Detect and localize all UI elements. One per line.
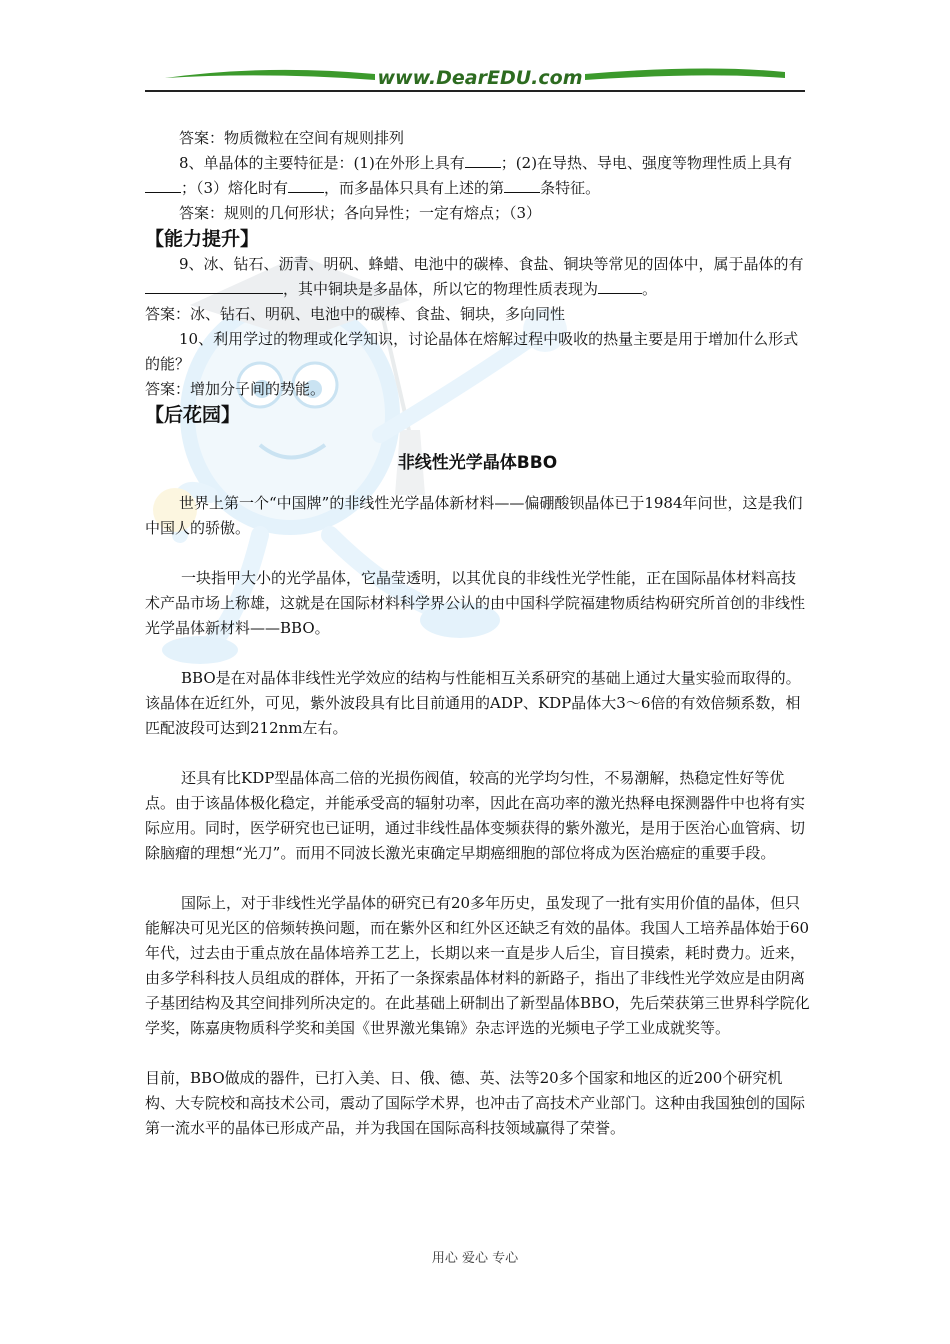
header-swoosh-right bbox=[585, 68, 785, 80]
blank bbox=[288, 177, 324, 193]
question-9: 9、冰、钻石、沥青、明矾、蜂蜡、电池中的碳棒、食盐、铜块等常见的固体中，属于晶体的有，其中铜块是多晶体，所以它的物理性质表现为 。 bbox=[145, 252, 810, 302]
blank bbox=[598, 278, 642, 294]
header-site-logo: www.DearEDU.com bbox=[377, 67, 583, 89]
answer-7: 答案：物质微粒在空间有规则排列 bbox=[179, 129, 405, 147]
document-body bbox=[145, 126, 810, 1141]
article-paragraph: 世界上第一个“中国牌”的非线性光学晶体新材料——偏硼酸钡晶体已于1984年问世，这是我们中国人的骄傲。 bbox=[145, 494, 803, 537]
article-paragraph: BBO是在对晶体非线性光学效应的结构与性能相互关系研究的基础上通过大量实验而取得的。该晶体在近红外，可见，紫外波段具有比目前通用的ADP、KDP晶体大3～6倍的有效倍频系数，相匹配波段可达到212nm左右。 bbox=[145, 669, 801, 737]
blank bbox=[504, 177, 540, 193]
article-title: 非线性光学晶体BBO bbox=[397, 453, 558, 473]
answer-10: 答案：增加分子间的势能。 bbox=[145, 380, 326, 398]
blank bbox=[145, 278, 283, 294]
question-10: 10、利用学过的物理或化学知识，讨论晶体在熔解过程中吸收的热量主要是用于增加什么形式的能？ bbox=[145, 330, 799, 373]
blank bbox=[145, 177, 181, 193]
blank bbox=[465, 152, 501, 168]
article-paragraph: 国际上，对于非线性光学晶体的研究已有20多年历史，虽发现了一批有实用价值的晶体，但只能解决可见光区的倍频转换问题，而在紫外区和红外区还缺乏有效的晶体。我国人工培养晶体始于60年代，过去由于重点放在晶体培养工艺上，长期以来一直是步人后尘，盲目摸索，耗时费力。近来，由多学科科技人员组成的群体，开拓了一条探索晶体材料的新路子，指出了非线性光学效应是由阴离子基团结构及其空间排列所决定的。在此基础上研制出了新型晶体BBO，先后荣获第三世界科学院化学奖，陈嘉庚物质科学奖和美国《世界激光集锦》杂志评选的光频电子学工业成就奖等。 bbox=[145, 894, 810, 1037]
page-footer: 用心 爱心 专心 bbox=[431, 1251, 519, 1266]
article-paragraph: 目前，BBO做成的器件，已打入美、日、俄、德、英、法等20多个国家和地区的近200个研究机构、大专院校和高技术公司，震动了国际学术界，也冲击了高技术产业部门。这种由我国独创的国际第一流水平的晶体已形成产品，并为我国在国际高科技领域赢得了荣誉。 bbox=[145, 1069, 806, 1137]
section-heading-ability: 【能力提升】 bbox=[145, 228, 260, 250]
article-paragraph: 还具有比KDP型晶体高二倍的光损伤阀值，较高的光学均匀性，不易潮解，热稳定性好等优点。由于该晶体极化稳定，并能承受高的辐射功率，因此在高功率的激光热释电探测器件中也将有实际应用。同时，医学研究也已证明，通过非线性晶体变频获得的紫外激光，是用于医治心血管病、切除脑瘤的理想“光刀”。而用不同波长激光束确定早期癌细胞的部位将成为医治癌症的重要手段。 bbox=[145, 769, 806, 862]
header-rule bbox=[145, 90, 805, 92]
answer-9: 答案：冰、钻石、明矾、电池中的碳棒、食盐、铜块，多向同性 bbox=[145, 305, 566, 323]
answer-8: 答案：规则的几何形状；各向异性；一定有熔点；（3） bbox=[179, 204, 542, 222]
header-banner bbox=[145, 62, 805, 92]
section-heading-garden: 【后花园】 bbox=[145, 404, 241, 426]
question-8: 8、单晶体的主要特征是：(1)在外形上具有 ；(2)在导热、导电、强度等物理性质上具有；（3）熔化时有 ，而多晶体只具有上述的第 条特征。 bbox=[145, 151, 810, 201]
header-swoosh-left bbox=[165, 70, 375, 80]
article-paragraph: 一块指甲大小的光学晶体，它晶莹透明，以其优良的非线性光学性能，正在国际晶体材料高技术产品市场上称雄，这就是在国际材料科学界公认的由中国科学院福建物质结构研究所首创的非线性光学晶体新材料——BBO。 bbox=[145, 569, 806, 637]
